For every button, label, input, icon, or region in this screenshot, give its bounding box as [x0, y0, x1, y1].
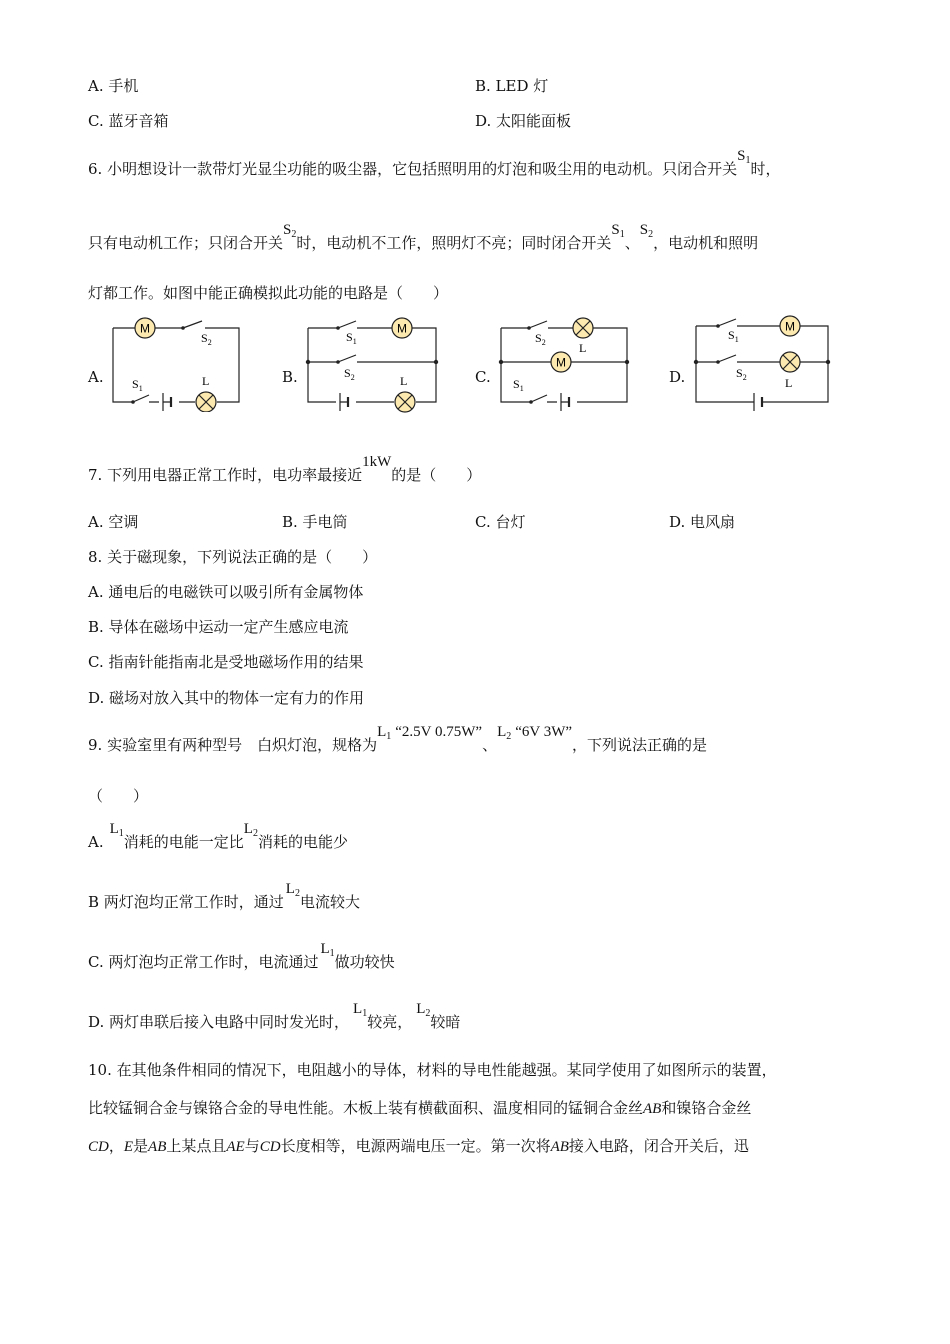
switch-s1: [718, 319, 736, 326]
svg-text:S1: $S_1$: [728, 328, 739, 344]
svg-text:L: L: [202, 374, 210, 388]
q7-option-b: B. 手电筒: [282, 513, 348, 531]
switch-s2: [529, 321, 547, 328]
svg-text:S1: $S_1$: [132, 377, 143, 393]
svg-text:S2: $S_2$: [535, 331, 546, 347]
circuit-diagram-c: [495, 312, 635, 412]
q10-stem-line3: CD，E是AB上某点且AE与CD长度相等，电源两端电压一定。第一次将AB接入电路，闭合开关后，迅: [88, 1137, 749, 1155]
q7-option-a: A. 空调: [88, 513, 139, 531]
q7-option-d: D. 电风扇: [669, 513, 736, 531]
q9-stem: 9. 实验室里有两种型号 白炽灯泡，规格为$L_1$ “2.5V 0.75W”、$L_2$ “6V 3W”，下列说法正确的是: [88, 724, 708, 754]
q9-option-c: C. 两灯泡均正常工作时，电流通过$L_1$做功较快: [88, 941, 395, 971]
q6-stem-line3: 灯都工作。如图中能正确模拟此功能的电路是（ ）: [88, 284, 449, 302]
q9-option-d: D. 两灯串联后接入电路中同时发光时，$L_1$较亮，$L_2$较暗: [88, 1001, 461, 1031]
q6-symbol-s1: $S_1$: [611, 222, 625, 240]
q7-option-c: C. 台灯: [475, 513, 526, 531]
svg-text:S2: $S_2$: [736, 366, 747, 382]
q8-stem: 8. 关于磁现象，下列说法正确的是（ ）: [88, 548, 378, 566]
q9-symbol-l1: $L_1$: [377, 724, 392, 742]
q6-circuit-label-b: B.: [282, 368, 298, 386]
q6-symbol-s1: $S_1$: [737, 148, 751, 166]
q5-option-c: C. 蓝牙音箱: [88, 112, 169, 130]
q6-symbol-s2: $S_2$: [283, 222, 297, 240]
switch-s1: [133, 395, 149, 402]
q8-option-b: B. 导体在磁场中运动一定产生感应电流: [88, 618, 349, 636]
q8-option-c: C. 指南针能指南北是受地磁场作用的结果: [88, 653, 364, 671]
q6-stem-line2: 只有电动机工作；只闭合开关$S_2$时，电动机不工作，照明灯不亮；同时闭合开关$S_1$、$S_2$，电动机和照明: [88, 222, 759, 252]
q5-option-d: D. 太阳能面板: [475, 112, 572, 130]
q10-stem-line2: 比较锰铜合金与镍铬合金的导电性能。木板上装有横截面积、温度相同的锰铜合金丝AB和镍铬合金丝: [88, 1099, 752, 1117]
svg-text:S2: $S_2$: [344, 366, 355, 382]
q10-stem-line1: 10. 在其他条件相同的情况下，电阻越小的导体，材料的导电性能越强。某同学使用了如图所示的装置，: [88, 1061, 777, 1079]
svg-text:S2: $S_2$: [201, 331, 212, 347]
q9-spec-l2: “6V 3W”: [515, 724, 573, 740]
switch-s2: [338, 355, 356, 362]
q8-option-d: D. 磁场对放入其中的物体一定有力的作用: [88, 689, 365, 707]
svg-text:S1: $S_1$: [513, 377, 524, 393]
svg-text:L: L: [579, 341, 587, 355]
q7-stem: 7. 下列用电器正常工作时，电功率最接近1kW的是（ ）: [88, 454, 482, 484]
switch-s1: [531, 395, 547, 402]
q7-unit: 1kW: [362, 454, 392, 470]
q9-spec-l1: “2.5V 0.75W”: [395, 724, 483, 740]
q9-option-b: B 两灯泡均正常工作时，通过$L_2$电流较大: [88, 881, 360, 911]
svg-text:M: M: [556, 355, 566, 370]
circuit-diagram-a: [105, 312, 245, 412]
q9-answer-paren: （ ）: [88, 787, 149, 805]
svg-text:L: L: [785, 376, 793, 390]
q5-option-b: B. LED 灯: [475, 77, 549, 95]
svg-text:M: M: [397, 321, 407, 336]
q6-circuit-label-c: C.: [475, 368, 491, 386]
svg-text:M: M: [785, 319, 795, 334]
q9-symbol-l2: $L_2$: [497, 724, 512, 742]
q6-stem-line1: 6. 小明想设计一款带灯光显尘功能的吸尘器，它包括照明用的灯泡和吸尘用的电动机。只闭合开关$S_1$时，: [88, 148, 781, 178]
svg-text:M: M: [140, 321, 150, 336]
svg-text:L: L: [400, 374, 408, 388]
circuit-diagram-b: [300, 312, 445, 414]
switch-s1: [338, 321, 356, 328]
q5-option-a: A. 手机: [88, 77, 139, 95]
svg-text:S1: $S_1$: [346, 330, 357, 346]
q8-option-a: A. 通电后的电磁铁可以吸引所有金属物体: [88, 583, 364, 601]
switch-s2: [718, 355, 736, 362]
q6-circuit-label-a: A.: [88, 368, 104, 386]
q9-option-a: $A.L_1$消耗的电能一定比$L_2$消耗的电能少: [88, 821, 348, 851]
q6-symbol-s2: $S_2$: [639, 222, 654, 240]
circuit-diagram-d: [690, 312, 835, 414]
switch-s2: [183, 321, 202, 328]
q6-circuit-label-d: D.: [669, 368, 686, 386]
